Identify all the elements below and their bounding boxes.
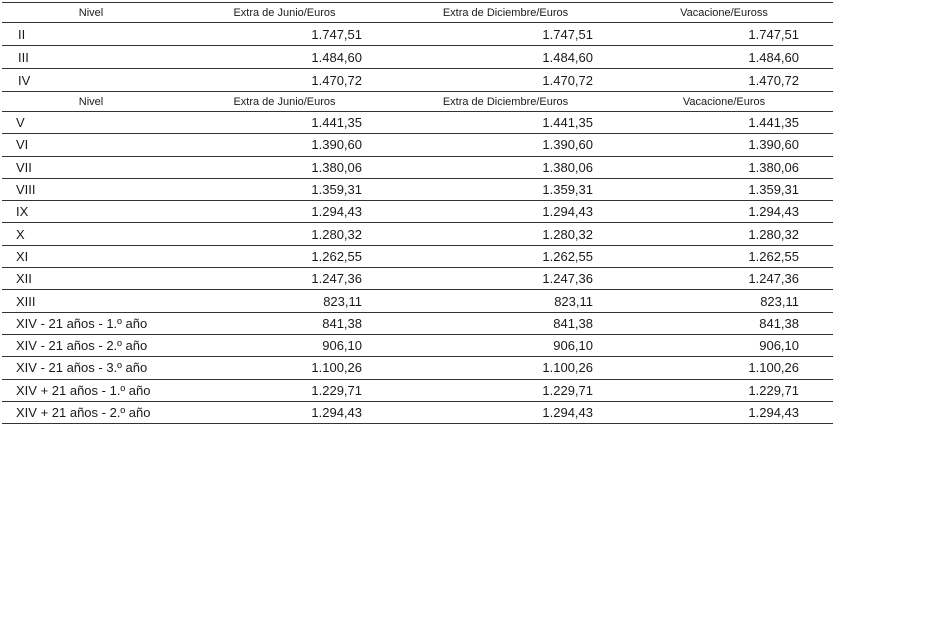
vacaciones-cell: 1.294,43 <box>748 405 799 420</box>
table-row <box>2 134 833 156</box>
extra-diciembre-cell: 1.294,43 <box>542 204 593 220</box>
salary-table-levels-2-4 <box>2 2 833 92</box>
extra-junio-cell: 1.390,60 <box>311 137 362 153</box>
extra-junio-cell: 1.247,36 <box>311 271 362 287</box>
extra-diciembre-cell: 1.484,60 <box>542 49 593 65</box>
extra-junio-cell: 906,10 <box>322 338 362 354</box>
nivel-cell: XIV - 21 años - 1.º año <box>16 315 148 331</box>
header-vacaciones: Vacacione/Euross <box>680 6 768 19</box>
nivel-cell: XIV - 21 años - 2.º año <box>16 338 148 354</box>
nivel-cell: IV <box>18 72 31 88</box>
header-vacaciones: Vacacione/Euros <box>682 95 766 108</box>
extra-diciembre-cell: 1.390,60 <box>542 137 593 153</box>
header-extra-diciembre: Extra de Diciembre/Euros <box>442 6 569 19</box>
table-row <box>2 112 833 134</box>
vacaciones-cell: 1.262,55 <box>748 248 799 264</box>
table-row <box>2 380 833 402</box>
header-extra-diciembre: Extra de Diciembre/Euros <box>442 95 569 108</box>
extra-diciembre-cell: 1.280,32 <box>542 226 593 242</box>
extra-diciembre-cell: 1.262,55 <box>542 248 593 264</box>
table-row <box>2 402 833 424</box>
table-row <box>2 268 833 290</box>
nivel-cell: II <box>18 26 26 42</box>
nivel-cell: VIII <box>16 182 36 198</box>
nivel-cell: XIV - 21 años - 3.º año <box>16 360 148 376</box>
extra-diciembre-cell: 1.294,43 <box>542 405 593 420</box>
nivel-cell: X <box>16 226 25 242</box>
table-row <box>2 69 833 92</box>
extra-junio-cell: 1.359,31 <box>311 182 362 198</box>
nivel-cell: XII <box>16 271 32 287</box>
extra-junio-cell: 1.100,26 <box>311 360 362 376</box>
table-header-row <box>2 92 833 112</box>
table-row <box>2 223 833 245</box>
extra-junio-cell: 1.470,72 <box>311 72 362 88</box>
nivel-cell: XI <box>16 248 29 264</box>
extra-junio-cell: 823,11 <box>323 293 362 309</box>
vacaciones-cell: 1.470,72 <box>748 72 799 88</box>
extra-junio-cell: 1.380,06 <box>311 159 362 175</box>
vacaciones-cell: 1.359,31 <box>748 182 799 198</box>
vacaciones-cell: 906,10 <box>759 338 799 354</box>
extra-diciembre-cell: 1.100,26 <box>542 360 593 376</box>
vacaciones-cell: 1.280,32 <box>748 226 799 242</box>
vacaciones-cell: 1.247,36 <box>748 271 799 287</box>
extra-junio-cell: 1.747,51 <box>311 26 362 42</box>
extra-diciembre-cell: 841,38 <box>553 315 593 331</box>
table-row <box>2 157 833 179</box>
extra-junio-cell: 841,38 <box>322 315 362 331</box>
nivel-cell: XIV + 21 años - 2.º año <box>16 405 151 420</box>
extra-diciembre-cell: 906,10 <box>553 338 593 354</box>
vacaciones-cell: 1.380,06 <box>748 159 799 175</box>
table-row <box>2 201 833 223</box>
table-row <box>2 313 833 335</box>
extra-diciembre-cell: 1.470,72 <box>542 72 593 88</box>
extra-junio-cell: 1.441,35 <box>311 115 362 131</box>
vacaciones-cell: 1.100,26 <box>748 360 799 376</box>
table-row <box>2 46 833 69</box>
table-row <box>2 179 833 201</box>
table-row <box>2 357 833 379</box>
nivel-cell: XIV + 21 años - 1.º año <box>16 382 151 398</box>
extra-junio-cell: 1.262,55 <box>311 248 362 264</box>
nivel-cell: IX <box>16 204 29 220</box>
table-row <box>2 290 833 312</box>
extra-diciembre-cell: 823,11 <box>554 293 593 309</box>
extra-diciembre-cell: 1.441,35 <box>542 115 593 131</box>
vacaciones-cell: 1.484,60 <box>748 49 799 65</box>
header-extra-junio: Extra de Junio/Euros <box>233 95 336 108</box>
header-nivel: Nivel <box>78 95 104 108</box>
extra-diciembre-cell: 1.229,71 <box>542 382 593 398</box>
extra-junio-cell: 1.484,60 <box>311 49 362 65</box>
vacaciones-cell: 823,11 <box>760 293 799 309</box>
nivel-cell: VI <box>16 137 29 153</box>
extra-diciembre-cell: 1.247,36 <box>542 271 593 287</box>
extra-junio-cell: 1.294,43 <box>311 405 362 420</box>
vacaciones-cell: 1.229,71 <box>748 382 799 398</box>
table-row <box>2 335 833 357</box>
vacaciones-cell: 841,38 <box>759 315 799 331</box>
extra-diciembre-cell: 1.380,06 <box>542 159 593 175</box>
extra-diciembre-cell: 1.747,51 <box>542 26 593 42</box>
vacaciones-cell: 1.441,35 <box>748 115 799 131</box>
table-header-row <box>2 2 833 23</box>
vacaciones-cell: 1.747,51 <box>748 26 799 42</box>
extra-junio-cell: 1.229,71 <box>311 382 362 398</box>
salary-table-levels-5-14 <box>2 92 833 424</box>
vacaciones-cell: 1.294,43 <box>748 204 799 220</box>
nivel-cell: XIII <box>16 293 36 309</box>
extra-junio-cell: 1.280,32 <box>311 226 362 242</box>
table-row <box>2 246 833 268</box>
extra-junio-cell: 1.294,43 <box>311 204 362 220</box>
table-row <box>2 23 833 46</box>
header-extra-junio: Extra de Junio/Euros <box>233 6 336 19</box>
nivel-cell: V <box>16 115 25 131</box>
vacaciones-cell: 1.390,60 <box>748 137 799 153</box>
nivel-cell: III <box>18 49 29 65</box>
nivel-cell: VII <box>16 159 32 175</box>
extra-diciembre-cell: 1.359,31 <box>542 182 593 198</box>
header-nivel: Nivel <box>78 6 104 19</box>
